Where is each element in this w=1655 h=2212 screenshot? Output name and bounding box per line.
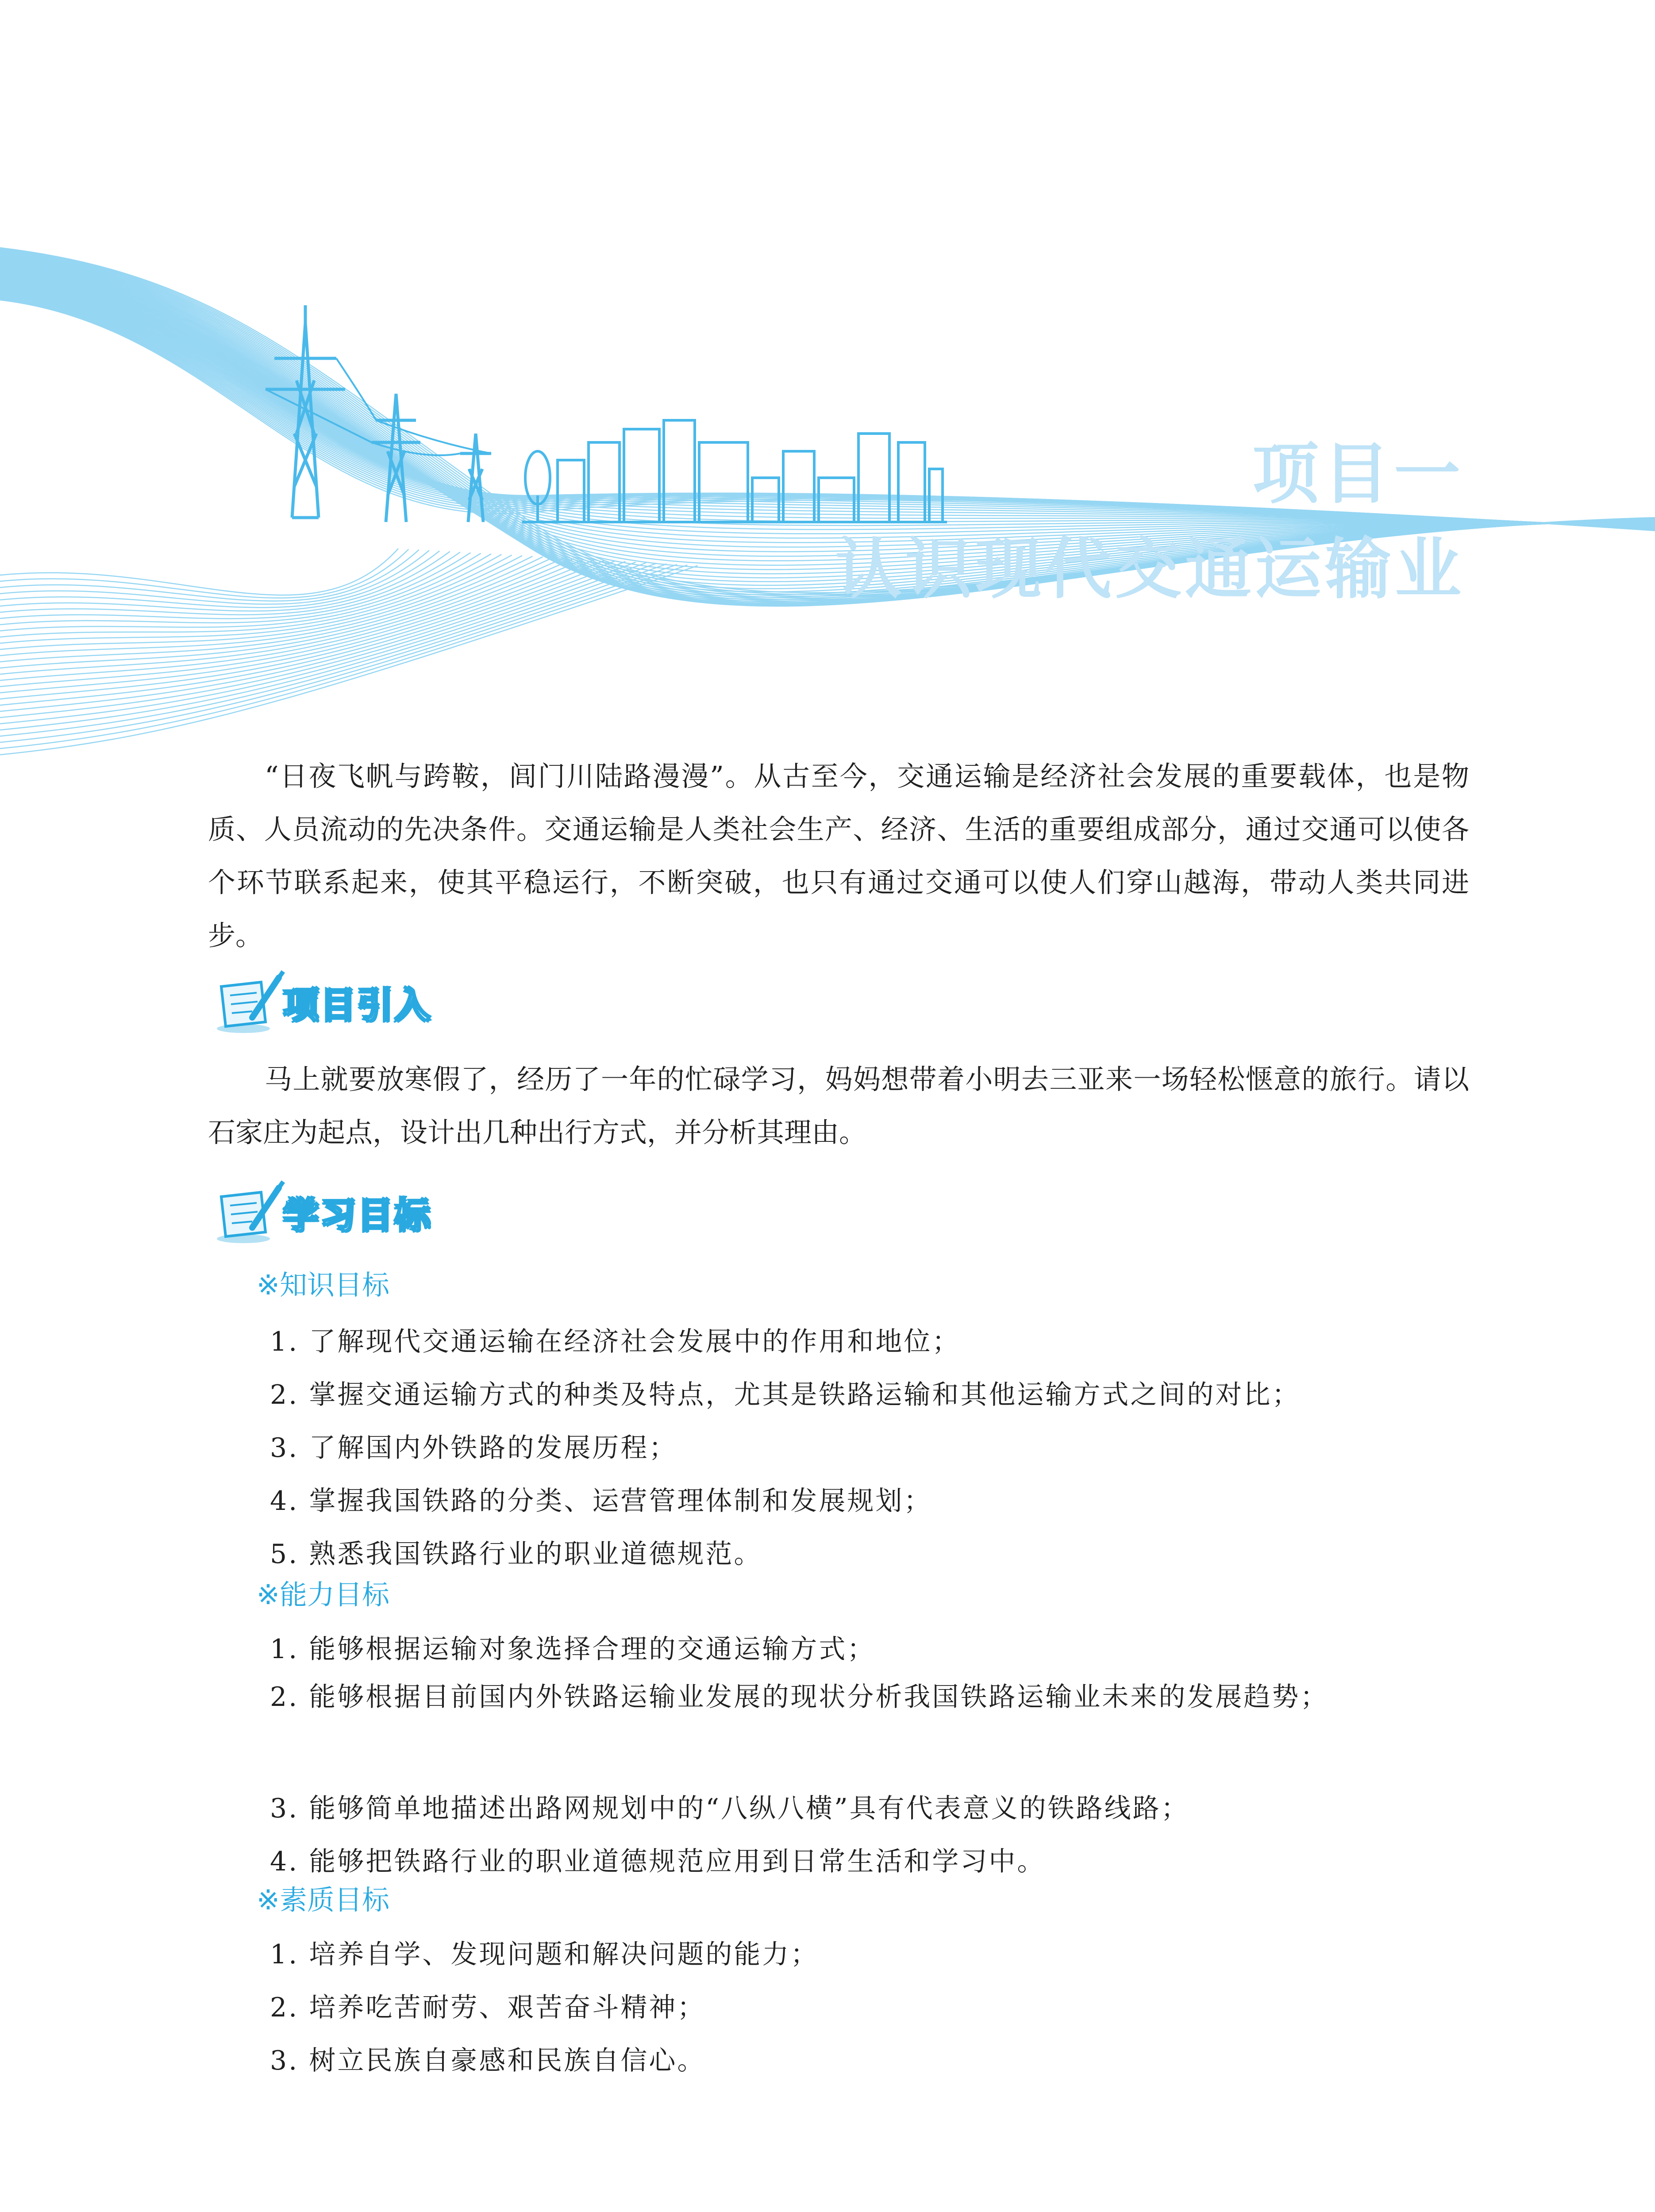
wave-line: [0, 554, 491, 631]
objectives-heading-label: 学习目标: [283, 1195, 432, 1236]
notepad-pencil-icon: [212, 969, 288, 1040]
project-intro-block: [208, 1053, 1469, 1159]
wave-line: [0, 549, 398, 595]
knowledge-item-3: 3. 了解国内外铁路的发展历程；: [270, 1432, 677, 1463]
project-intro-heading: [212, 969, 496, 1040]
project-intro-text: 马上就要放寒假了，经历了一年的忙碌学习，妈妈想带着小明去三亚来一场轻松惬意的旅行。请以石家庄为起点，设计出几种出行方式，并分析其理由。: [208, 1063, 1469, 1148]
ability-item-4: 4. 能够把铁路行业的职业道德规范应用到日常生活和学习中。: [270, 1846, 1046, 1877]
intro-paragraph-block: [208, 750, 1469, 962]
ability-item-2: 2. 能够根据目前国内外铁路运输业发展的现状分析我国铁路运输业未来的发展趋势；: [270, 1682, 1329, 1713]
ability-item-3: 3. 能够简单地描述出路网规划中的“八纵八横”具有代表意义的铁路线路；: [270, 1793, 1189, 1824]
project-intro-heading-label: 项目引入: [283, 985, 432, 1026]
quality-item-3: 3. 树立民族自豪感和民族自信心。: [270, 2045, 706, 2076]
ability-item-1: 1. 能够根据运输对象选择合理的交通运输方式；: [270, 1634, 876, 1665]
intro-paragraph: “日夜飞帆与跨鞍，闾门川陆路漫漫”。从古至今，交通运输是经济社会发展的重要载体，也是物质、人员流动的先决条件。交通运输是人类社会生产、经济、生活的重要组成部分，通过交通可以使各个环节联系起来，使其平稳运行，不断突破，也只有通过交通可以使人们穿山越海，带动人类共同进步。: [208, 760, 1469, 952]
wave-line: [0, 552, 460, 615]
quality-item-1: 1. 培养自学、发现问题和解决问题的能力；: [270, 1939, 819, 1970]
knowledge-item-4: 4. 掌握我国铁路的分类、运营管理体制和发展规划；: [270, 1486, 932, 1517]
wave-line: [0, 564, 667, 736]
notepad-pencil-icon: [212, 1179, 288, 1250]
chapter-title: 认识现代交通运输业: [835, 530, 1465, 608]
knowledge-item-5: 5. 熟悉我国铁路行业的职业道德规范。: [270, 1539, 762, 1570]
ability-objectives-title: ※能力目标: [257, 1578, 389, 1611]
knowledge-item-1: 1. 了解现代交通运输在经济社会发展中的作用和地位；: [270, 1326, 961, 1357]
wave-line: [0, 558, 563, 674]
knowledge-item-2: 2. 掌握交通运输方式的种类及特点，尤其是铁路运输和其他运输方式之间的对比；: [270, 1379, 1301, 1410]
objectives-heading: [212, 1179, 496, 1250]
wave-line: [0, 553, 481, 625]
quality-item-2: 2. 培养吃苦耐劳、艰苦奋斗精神；: [270, 1992, 706, 2023]
knowledge-objectives-title: ※知识目标: [257, 1269, 389, 1301]
quality-objectives-title: ※素质目标: [257, 1884, 389, 1916]
chapter-number: 项目一: [1252, 435, 1465, 513]
